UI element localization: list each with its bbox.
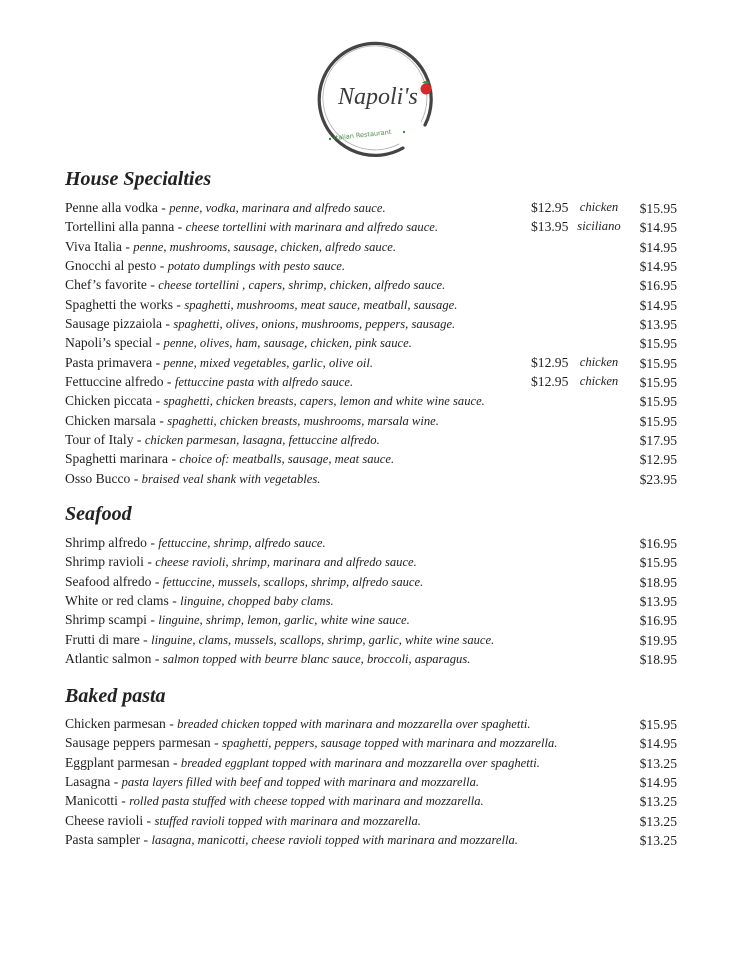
item-separator: - — [152, 393, 164, 409]
item-price: $14.95 — [639, 220, 677, 236]
menu-item — [65, 200, 683, 219]
menu-item — [65, 612, 683, 631]
menu-item — [65, 755, 683, 774]
item-name: Shrimp scampi — [65, 612, 147, 628]
item-price: $13.25 — [639, 833, 677, 849]
item-name: Osso Bucco — [65, 470, 131, 486]
tomato-icon — [421, 84, 432, 95]
item-alt-label: chicken — [579, 354, 619, 369]
menu-item — [65, 793, 683, 812]
item-name: Chicken piccata — [65, 393, 153, 409]
menu-item — [65, 277, 683, 296]
item-description: potato dumplings with pesto sauce. — [167, 259, 346, 274]
item-price: $15.95 — [639, 394, 677, 410]
item-description: penne, mushrooms, sausage, chicken, alfredo sauce. — [133, 239, 397, 254]
item-price: $15.95 — [639, 336, 677, 352]
item-name: Pasta sampler — [65, 832, 141, 848]
item-description: breaded eggplant topped with marinara and mozzarella over spaghetti. — [180, 755, 540, 770]
item-separator: - — [146, 535, 159, 550]
menu-item — [65, 574, 683, 593]
item-separator: - — [168, 451, 180, 467]
item-price: $14.95 — [639, 259, 677, 275]
item-price: $15.95 — [639, 413, 677, 429]
item-separator: - — [143, 812, 155, 828]
baked-pasta-list — [65, 716, 683, 851]
item-price: $16.95 — [639, 613, 677, 629]
item-name: Tour of Italy — [65, 432, 134, 448]
menu-item — [65, 593, 683, 612]
item-price: $13.95 — [639, 317, 677, 333]
menu-item — [65, 735, 683, 754]
item-separator: - — [162, 316, 174, 332]
tagline-dot-left — [329, 138, 331, 140]
item-name: Gnocchi al pesto — [65, 258, 157, 274]
item-name: Sausage peppers parmesan — [65, 735, 211, 751]
menu-item — [65, 239, 683, 258]
item-price: $18.95 — [639, 574, 677, 590]
menu-item — [65, 832, 683, 851]
item-description: fettuccine, shrimp, alfredo sauce. — [158, 536, 326, 550]
menu-item — [65, 535, 683, 554]
item-separator: - — [155, 412, 168, 428]
item-price: $17.95 — [639, 433, 677, 449]
item-separator: - — [174, 219, 186, 235]
item-name: Viva Italia — [65, 238, 122, 254]
item-separator: - — [156, 258, 168, 274]
item-name: Cheese ravioli — [65, 812, 144, 828]
item-name: Lasagna — [65, 774, 111, 790]
item-separator: - — [146, 612, 159, 628]
item-alt-price: $13.95 — [531, 219, 569, 235]
item-description: cheese tortellini with marinara and alfredo sauce. — [185, 220, 439, 235]
item-description: penne, vodka, marinara and alfredo sauce. — [169, 201, 386, 215]
item-price: $13.95 — [639, 594, 677, 610]
item-description: rolled pasta stuffed with cheese topped with marinara and mozzarella. — [129, 794, 484, 809]
item-name: Shrimp alfredo — [65, 535, 147, 550]
item-separator: - — [151, 573, 163, 589]
item-price: $15.95 — [639, 717, 677, 732]
item-name: Atlantic salmon — [65, 651, 152, 667]
item-separator: - — [121, 238, 134, 254]
item-description: spaghetti, mushrooms, meat sauce, meatball, sausage. — [184, 297, 458, 312]
logo-tagline: Italian Restaurant — [333, 127, 392, 142]
item-description: spaghetti, chicken breasts, capers, lemon and white wine sauce. — [163, 394, 485, 409]
item-description: spaghetti, peppers, sausage topped with marinara and mozzarella. — [222, 736, 558, 751]
item-alt-price: $12.95 — [531, 374, 569, 390]
item-description: fettuccine, mussels, scallops, shrimp, alfredo sauce. — [162, 574, 424, 589]
item-separator: - — [152, 335, 164, 351]
menu-item — [65, 716, 683, 735]
menu-item — [65, 335, 683, 354]
item-price: $15.95 — [639, 355, 677, 371]
item-alt-label: siciliano — [577, 219, 621, 234]
item-separator: - — [151, 651, 163, 667]
item-name: Sausage pizzaiola — [65, 316, 163, 332]
item-price: $19.95 — [639, 632, 677, 648]
menu-item — [65, 219, 683, 238]
menu-item — [65, 813, 683, 832]
item-name: Eggplant parmesan — [65, 754, 170, 770]
house-specialties-list — [65, 200, 683, 490]
item-price: $13.25 — [639, 813, 677, 829]
item-description: lasagna, manicotti, cheese ravioli topped with marinara and mozzarella. — [151, 833, 518, 848]
item-description: penne, mixed vegetables, garlic, olive oil. — [163, 355, 374, 370]
item-description: pasta layers filled with beef and topped with marinara and mozzarella. — [121, 775, 480, 790]
item-name: Penne alla vodka — [65, 200, 158, 215]
menu-item — [65, 374, 683, 393]
item-name: Pasta primavera — [65, 354, 153, 370]
item-separator: - — [140, 832, 152, 848]
item-price: $14.95 — [639, 239, 677, 255]
item-separator: - — [163, 374, 175, 390]
item-separator: - — [210, 735, 223, 751]
item-price: $15.95 — [639, 555, 677, 571]
menu-item — [65, 554, 683, 573]
menu-item — [65, 632, 683, 651]
item-description: cheese ravioli, shrimp, marinara and alfredo sauce. — [155, 555, 417, 570]
item-separator: - — [172, 296, 185, 312]
item-description: choice of: meatballs, sausage, meat sauce. — [179, 452, 395, 467]
item-price: $13.25 — [639, 755, 677, 771]
item-name: Tortellini alla panna — [65, 219, 175, 235]
item-separator: - — [165, 716, 178, 731]
menu-item — [65, 258, 683, 277]
item-description: braised veal shank with vegetables. — [141, 471, 321, 486]
item-name: Shrimp ravioli — [65, 554, 144, 570]
item-separator: - — [133, 432, 145, 448]
menu-item — [65, 432, 683, 451]
section-title-baked-pasta: Baked pasta — [65, 685, 166, 707]
item-name: Seafood alfredo — [65, 573, 152, 589]
item-separator: - — [152, 354, 164, 370]
item-price: $14.95 — [639, 297, 677, 313]
item-alt-label: chicken — [579, 200, 619, 214]
item-name: Frutti di mare — [65, 631, 140, 647]
menu-item — [65, 651, 683, 670]
section-title-house-specialties: House Specialties — [65, 168, 212, 190]
item-separator: - — [157, 200, 170, 215]
item-price: $12.95 — [639, 452, 677, 468]
item-description: chicken parmesan, lasagna, fettuccine alfredo. — [144, 433, 380, 448]
item-description: salmon topped with beurre blanc sauce, broccoli, asparagus. — [162, 652, 471, 667]
item-separator: - — [146, 277, 159, 293]
item-separator: - — [169, 754, 181, 770]
item-description: cheese tortellini , capers, shrimp, chicken, alfredo sauce. — [158, 278, 446, 293]
item-description: spaghetti, olives, onions, mushrooms, peppers, sausage. — [173, 317, 456, 332]
item-price: $18.95 — [639, 652, 677, 668]
item-name: White or red clams — [65, 593, 169, 609]
item-description: spaghetti, chicken breasts, mushrooms, marsala wine. — [167, 413, 439, 428]
menu-item — [65, 471, 683, 490]
menu-item — [65, 316, 683, 335]
item-price: $23.95 — [639, 471, 677, 487]
item-separator: - — [130, 470, 142, 486]
item-name: Fettuccine alfredo — [65, 374, 164, 390]
item-price: $15.95 — [639, 375, 677, 391]
item-name: Chicken marsala — [65, 412, 156, 428]
item-price: $16.95 — [639, 278, 677, 294]
item-name: Napoli’s special — [65, 335, 153, 351]
item-name: Chef’s favorite — [65, 277, 147, 293]
item-alt-price: $12.95 — [531, 354, 569, 370]
item-price: $16.95 — [639, 536, 677, 551]
item-separator: - — [117, 793, 130, 809]
item-description: penne, olives, ham, sausage, chicken, pink sauce. — [163, 336, 412, 351]
menu-item — [65, 297, 683, 316]
menu-item — [65, 355, 683, 374]
item-alt-label: chicken — [579, 374, 619, 389]
item-separator: - — [168, 593, 181, 609]
item-description: linguine, shrimp, lemon, garlic, white wine sauce. — [158, 613, 410, 628]
item-price: $15.95 — [639, 201, 677, 216]
restaurant-logo — [304, 40, 444, 160]
item-price: $14.95 — [639, 736, 677, 752]
item-name: Spaghetti the works — [65, 296, 173, 312]
menu-item — [65, 393, 683, 412]
item-description: stuffed ravioli topped with marinara and mozzarella. — [154, 813, 421, 828]
section-title-seafood: Seafood — [65, 503, 132, 525]
item-price: $13.25 — [639, 794, 677, 810]
item-description: fettuccine pasta with alfredo sauce. — [174, 375, 354, 390]
tagline-dot-right — [403, 131, 405, 133]
menu-item — [65, 413, 683, 432]
menu-item — [65, 774, 683, 793]
item-separator: - — [110, 774, 122, 790]
item-description: linguine, chopped baby clams. — [180, 594, 334, 609]
item-separator: - — [139, 631, 152, 647]
item-name: Manicotti — [65, 793, 118, 809]
item-description: linguine, clams, mussels, scallops, shrimp, garlic, white wine sauce. — [151, 632, 495, 647]
item-description: breaded chicken topped with marinara and mozzarella over spaghetti. — [177, 717, 531, 731]
seafood-list — [65, 535, 683, 670]
item-name: Spaghetti marinara — [65, 451, 169, 467]
item-alt-price: $12.95 — [531, 200, 569, 215]
item-name: Chicken parmesan — [65, 716, 166, 731]
item-price: $14.95 — [639, 775, 677, 791]
item-separator: - — [143, 554, 156, 570]
menu-item — [65, 451, 683, 470]
logo-name: Napoli's — [338, 84, 418, 110]
